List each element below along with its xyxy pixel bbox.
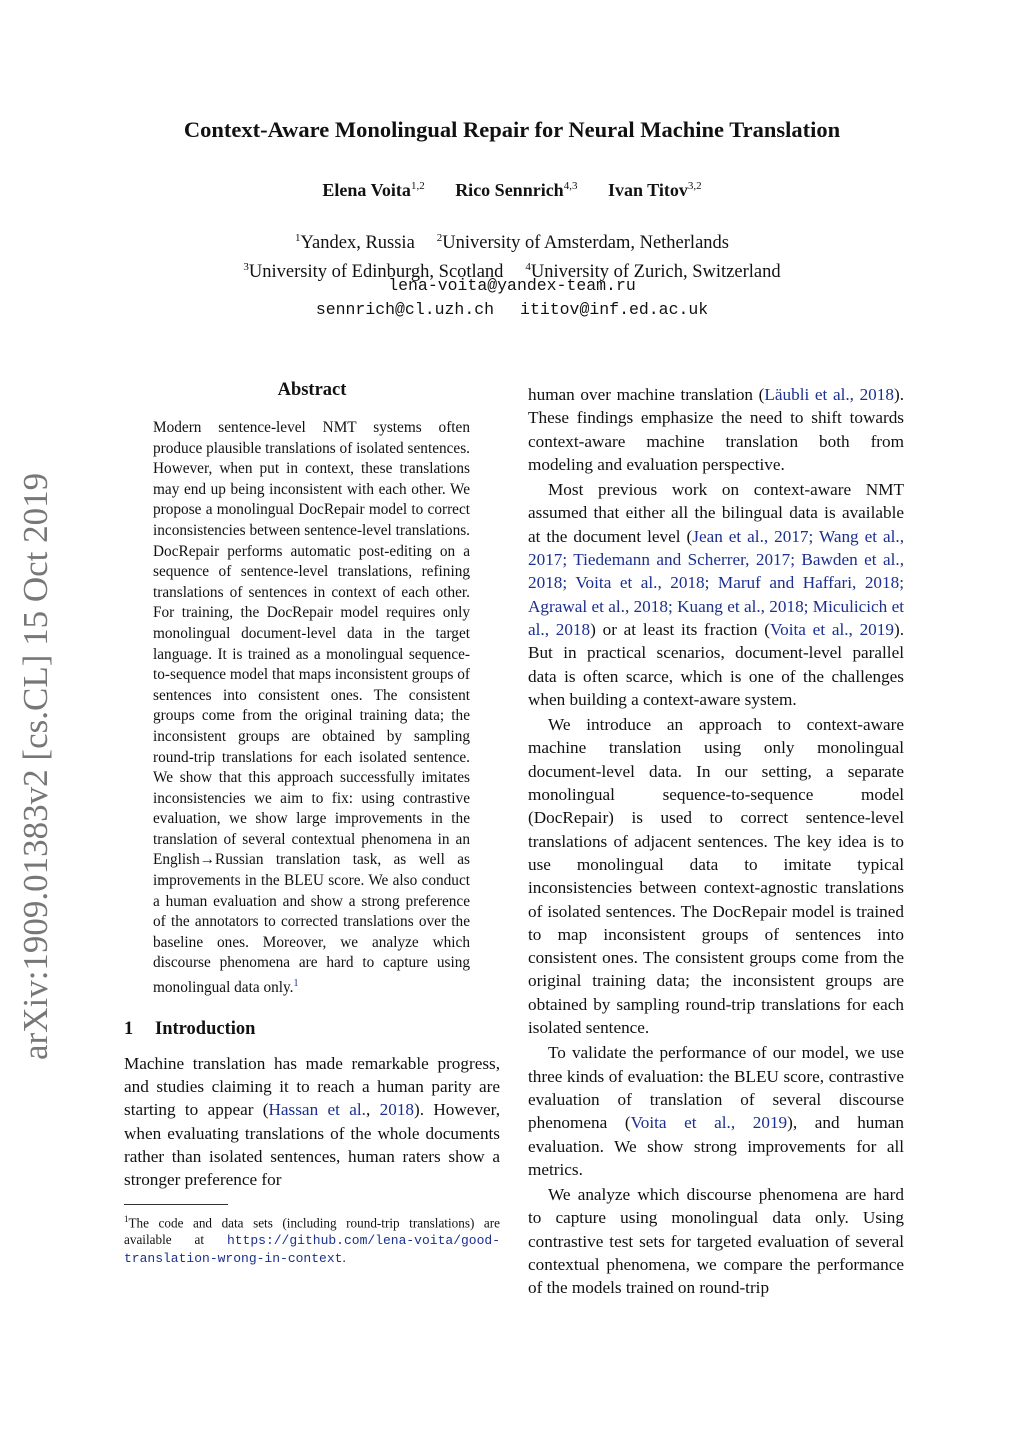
author-list xyxy=(0,180,1024,201)
code-url-link[interactable]: https://github.com/lena-voita/good-translation-wrong-in-context xyxy=(124,1232,500,1266)
citation-link[interactable]: Voita et al., 2019 xyxy=(769,619,894,639)
intro-paragraph-4: To validate the performance of our model, we use three kinds of evaluation: the BLEU score, contrastive evaluation of translation of several discourse phenomena (Voita et al., 2019), and human evaluation. We show strong improvements for all metrics. xyxy=(528,1043,904,1179)
arxiv-identifier: arXiv:1909.01383v2 [cs.CL] 15 Oct 2019 xyxy=(16,472,55,1060)
citation-link[interactable]: Hassan et al. xyxy=(268,1100,366,1120)
abstract-text: Modern sentence-level NMT systems often produce plausible translations of isolated sentences. However, when put in context, these translations may end up being inconsistent with each other. We propose a monolingual DocRepair model to correct inconsistencies between sentence-level translations. DocRepair performs automatic post-editing on a sequence of sentence-level translations, refining translations of sentences in context of each other. For training, the DocRepair model requires only monolingual document-level data in the target language. It is trained as a monolingual sequence-to-sequence model that maps inconsistent groups of sentences into consistent ones. The consistent groups come from the original training data; the inconsistent groups are obtained by sampling round-trip translations for each isolated sentence. We show that this approach successfully imitates inconsistencies we aim to fix: using contrastive evaluation, we show large improvements in the translation of several contextual phenomena in an English→Russian translation task, as well as improvements in the BLEU score. We also conduct a human evaluation and show a strong preference of the annotators to corrected translations over the baseline ones. Moreover, we analyze which discourse phenomena are hard to capture using monolingual data only.$^1$ xyxy=(153,419,470,997)
right-column xyxy=(528,383,904,1300)
author-voita: Elena Voita$^{1,2}$ xyxy=(322,180,425,200)
intro-paragraph-1: Machine translation has made remarkable progress, and studies claiming it to reach a human parity are starting to appear (Hassan et al., 2018). However, when evaluating translations of the whole documents rather than isolated sentences, human raters show a stronger preference for xyxy=(124,1053,500,1190)
author-titov: Ivan Titov$^{3,2}$ xyxy=(607,180,702,200)
citation-link[interactable]: Läubli et al., 2018 xyxy=(764,385,894,404)
email-list xyxy=(0,274,1024,322)
left-column xyxy=(124,380,500,1267)
footnote-divider xyxy=(124,1204,228,1205)
citation-link[interactable]: 2018 xyxy=(379,1100,415,1120)
intro-paragraph-3: We introduce an approach to context-aware machine translation using only monolingual document-level data. In our setting, a separate monolingual sequence-to-sequence model (DocRepair) is used to correct sentence-level translations of adjacent sentences. The key idea is to use monolingual data to imitate typical inconsistencies between context-agnostic translations of isolated sentences. The DocRepair model is trained to map inconsistent groups of sentences into consistent ones. The consistent groups come from the original training data; the inconsistent groups are obtained by sampling round-trip translations for each isolated sentence. xyxy=(528,715,904,1038)
email-line-2 xyxy=(0,298,1024,322)
affiliation-line-1: $^1$Yandex, Russia $^2$University of Amsterdam, Netherlands xyxy=(295,232,729,254)
email-voita: lena-voita@yandex-team.ru xyxy=(388,276,636,295)
intro-paragraph-5: We analyze which discourse phenomena are hard to capture using monolingual data only. Using contrastive test sets for targeted evaluation of several contextual phenomena, we compare the performance of the models trained on round-trip xyxy=(528,1185,904,1298)
footnote: $^1$The code and data sets (including round-trip translations) are available at https://github.com/lena-voita/good-translation-wrong-in-context. xyxy=(124,1213,500,1266)
email-titov: ititov@inf.ed.ac.uk xyxy=(520,300,709,319)
abstract-heading: Abstract xyxy=(277,380,347,400)
intro-paragraph-1-continued: human over machine translation (Läubli et al., 2018). These findings emphasize the need to shift towards context-aware machine translation both from modeling and evaluation perspective. xyxy=(528,385,904,474)
citation-link[interactable]: Jean et al., 2017; Wang et al., 2017; Tiedemann and Scherrer, 2017; Bawden et al., 2018; Voita et al., 2018; Maruf and Haffari, 2018; Agrawal et al., 2018; Kuang et al., 2018; Miculicich et al., 2018 xyxy=(528,526,904,639)
citation-link[interactable]: Voita et al., 2019 xyxy=(630,1113,788,1133)
footnote-mark[interactable]: 1 xyxy=(293,978,299,990)
email-sennrich: sennrich@cl.uzh.ch xyxy=(315,300,495,319)
author-sennrich: Rico Sennrich$^{4,3}$ xyxy=(455,180,578,200)
intro-paragraph-2: Most previous work on context-aware NMT assumed that either all the bilingual data is available at the document level (Jean et al., 2017; Wang et al., 2017; Tiedemann and Scherrer, 2017; Bawden et al., 2018; Voita et al., 2018; Maruf and Haffari, 2018; Agrawal et al., 2018; Kuang et al., 2018; Miculicich et al., 2018) or at least its fraction (Voita et al., 2019). But in practical scenarios, document-level parallel data is often scarce, which is one of the challenges when building a context-aware system. xyxy=(528,480,904,709)
affiliation-line-2: $^3$University of Edinburgh, Scotland $^4$University of Zurich, Switzerland xyxy=(243,261,781,283)
paper-title: Context-Aware Monolingual Repair for Neural Machine Translation xyxy=(183,117,841,142)
section-heading-introduction: 1 Introduction xyxy=(124,1018,256,1039)
